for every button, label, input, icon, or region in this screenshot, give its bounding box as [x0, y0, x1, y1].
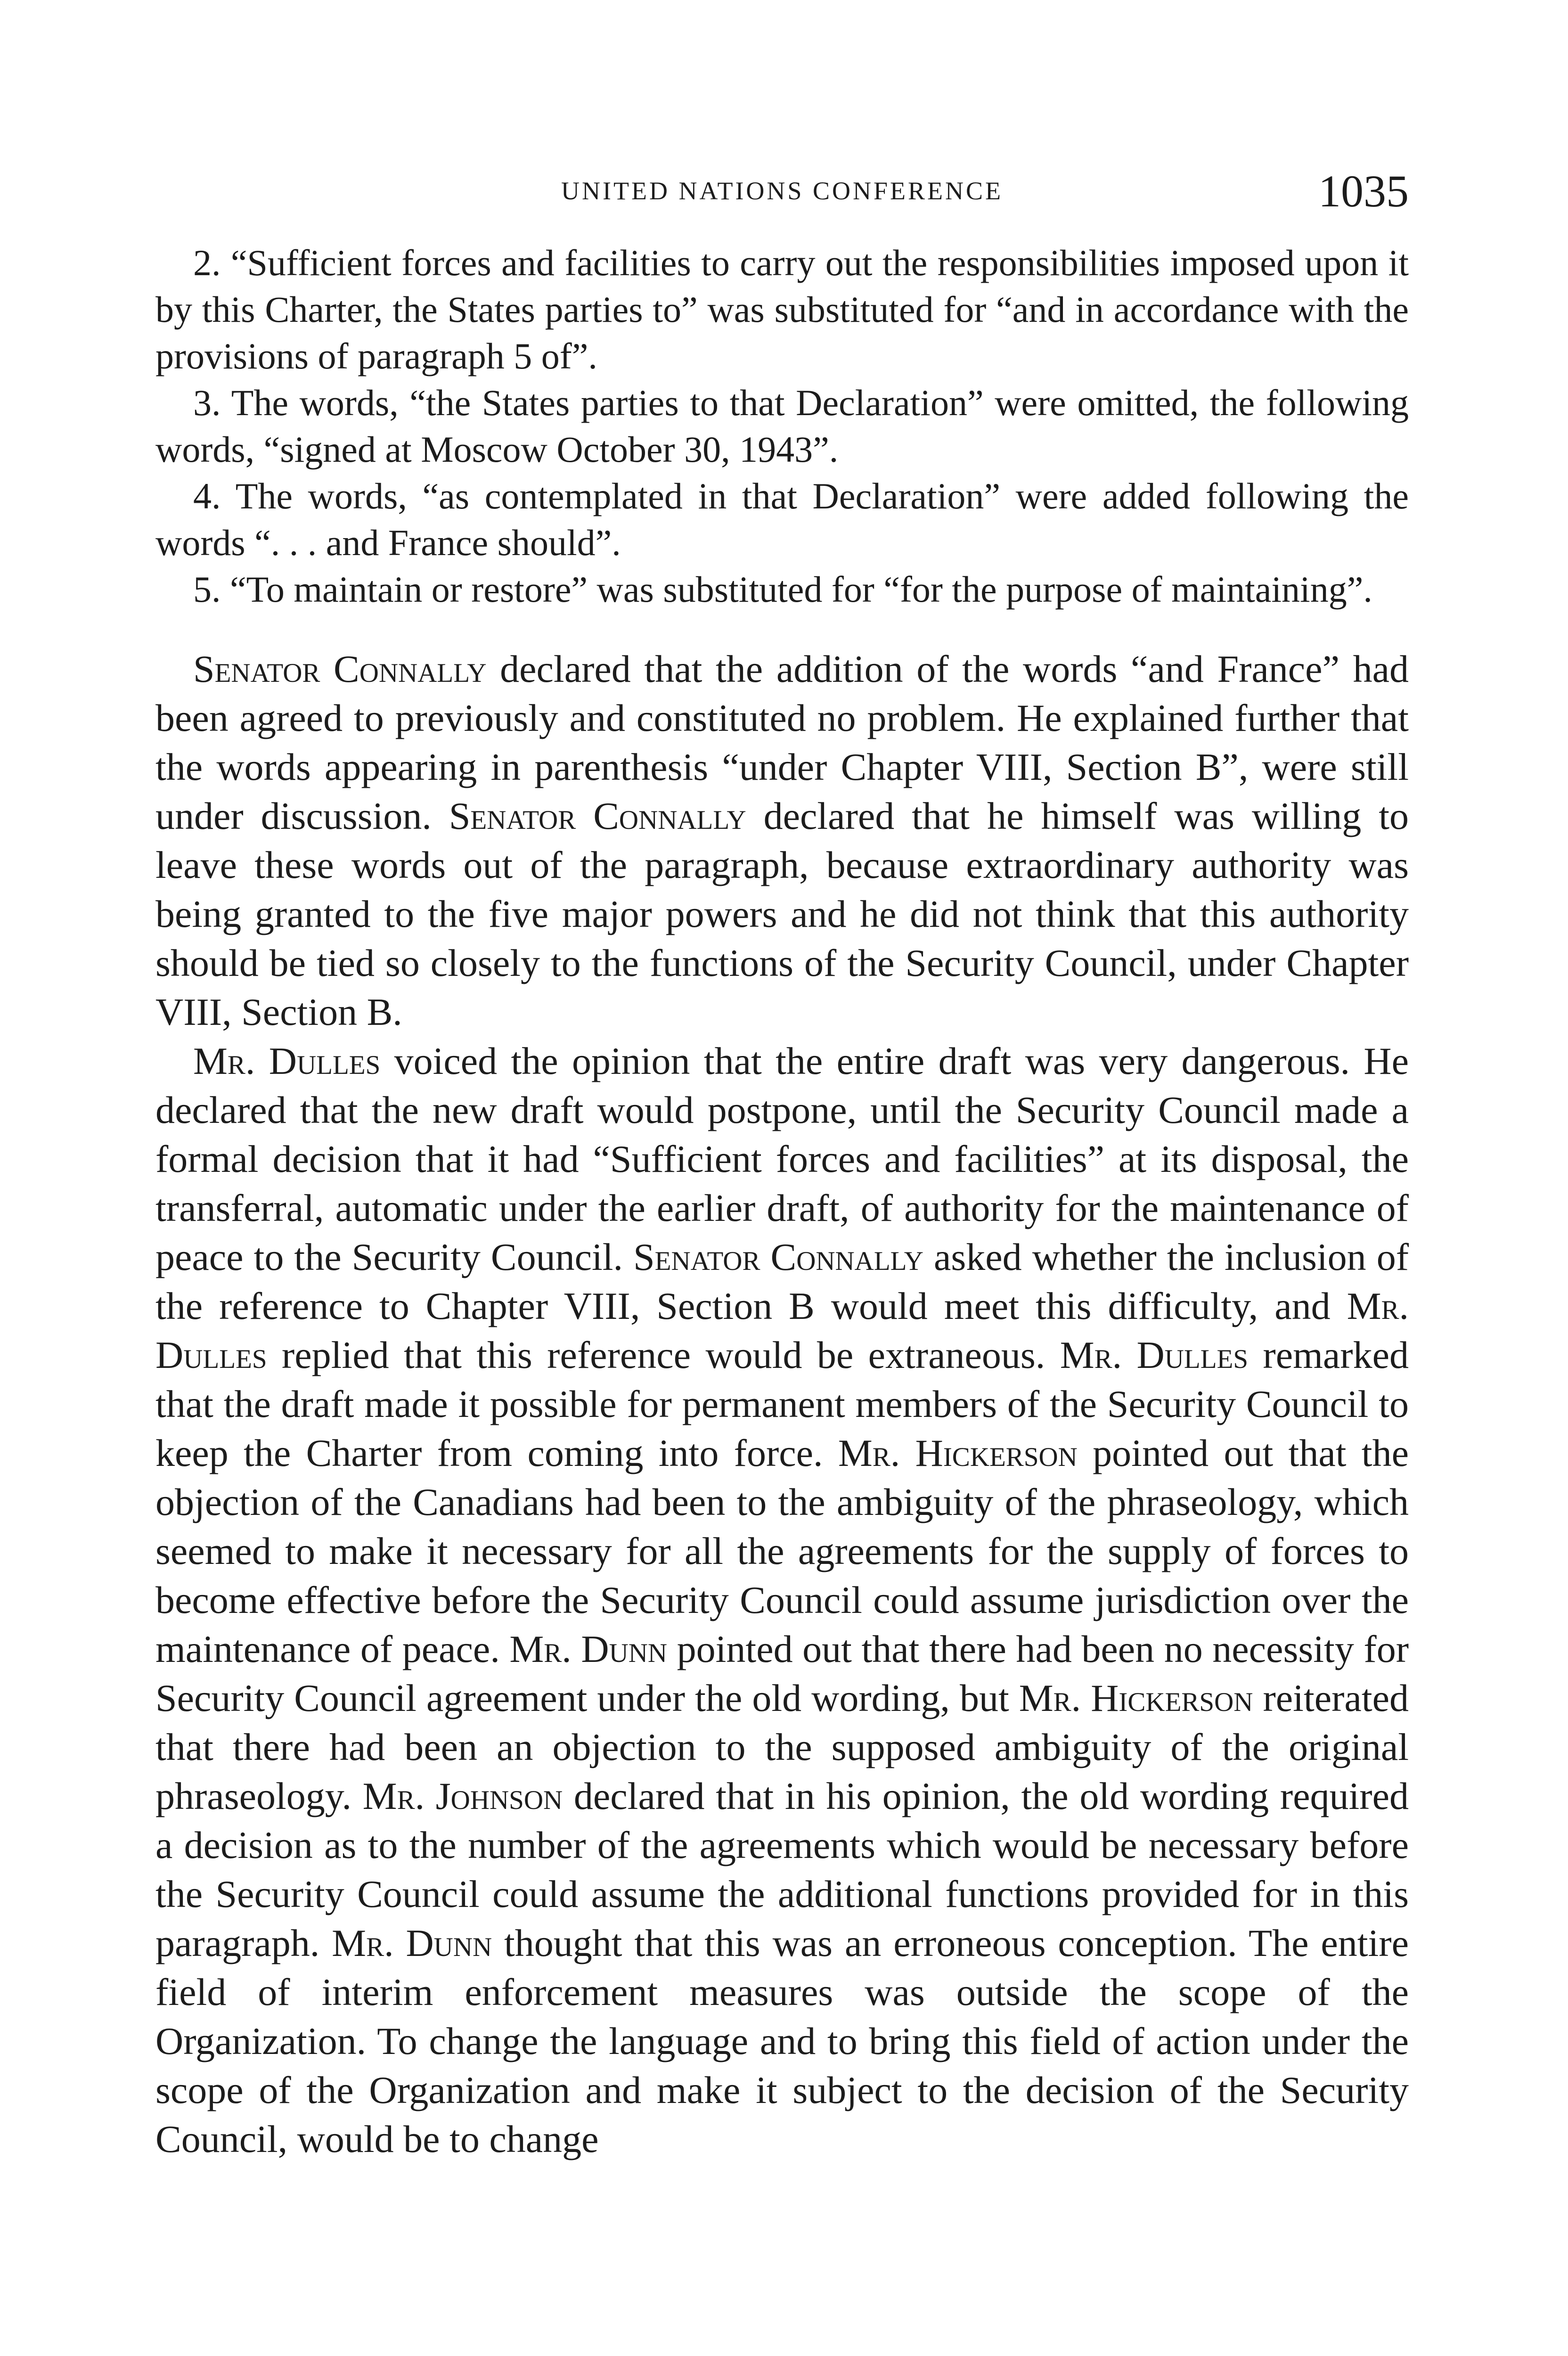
paragraph-text: declared that in his opinion, the old wording required a decision as to the number of the agreements which would be necessary before the Security Council could assume the additional functions provided for in this paragraph. — [155, 1775, 1409, 1964]
list-item-5: 5. “To maintain or restore” was substituted for “for the purpose of maintaining”. — [193, 569, 1372, 610]
speaker-name: Mr. Dunn — [332, 1922, 492, 1964]
paragraph-text: remarked that the draft made it possible for permanent members of the Security Council to keep the Charter from coming into force. — [155, 1333, 1409, 1474]
speaker-name: Mr. Hickerson — [1019, 1677, 1253, 1719]
list-item-2: 2. “Sufficient forces and facilities to carry out the responsibilities imposed upon it by this Charter, the States parties to” was substituted for “and in accordance with the provisions of paragraph 5 of”. — [155, 242, 1409, 376]
speaker-name: Senator Connally — [193, 647, 487, 690]
paragraph-text: declared that he himself was willing to leave these words out of the paragraph, because extraordinary authority was being granted to the five major powers and he did not think that this authority should be tied so closely to the functions of the Security Council, under Chapter VIII, Section B. — [155, 794, 1409, 1033]
running-head — [155, 165, 1409, 221]
paragraph-text: declared that the addition of the words “and France” had been agreed to previously and constituted no problem. He explained further that the words appearing in parenthesis “under Chapter VIII, Section B”, were still under discussion. — [155, 647, 1409, 837]
speaker-name: Mr. Dunn — [509, 1628, 668, 1670]
running-title: UNITED NATIONS CONFERENCE — [561, 177, 1003, 205]
paragraph-text: reiterated that there had been an objection to the supposed ambiguity of the original phraseology. — [155, 1677, 1409, 1817]
paragraph-connally — [155, 645, 1409, 1037]
speaker-name: Mr. Hickerson — [838, 1432, 1078, 1474]
document-page — [155, 165, 1409, 2164]
paragraph-dulles — [155, 1037, 1409, 2164]
list-item-4: 4. The words, “as contemplated in that Declaration” were added following the words “. . . and France should”. — [155, 475, 1409, 563]
speaker-name: Mr. Dulles — [193, 1039, 381, 1082]
paragraph-text: voiced the opinion that the entire draft was very dangerous. He declared that the new draft would postpone, until the Security Council made a formal decision that it had “Sufficient forces and facilities” at its disposal, the transferral, automatic under the earlier draft, of authority for the maintenance of peace to the Security Council. — [155, 1039, 1409, 1278]
amendment-list — [155, 239, 1409, 613]
paragraph-text: thought that this was an erroneous conception. The entire field of interim enforcement measures was outside the scope of the Organization. To change the language and to bring this field of action under the scope of the Organization and make it subject to the decision of the Security Council, would be to change — [155, 1922, 1409, 2160]
speaker-name: Senator Connally — [633, 1235, 923, 1278]
list-item-3: 3. The words, “the States parties to that Declaration” were omitted, the following words, “signed at Moscow October 30, 1943”. — [155, 382, 1409, 470]
paragraph-text: pointed out that there had been no necessity for Security Council agreement under the old wording, but — [155, 1628, 1409, 1719]
page-number: 1035 — [1318, 166, 1409, 216]
paragraph-text: asked whether the inclusion of the reference to Chapter VIII, Section B would meet this difficulty, and — [155, 1235, 1409, 1327]
paragraph-text: pointed out that the objection of the Canadians had been to the ambiguity of the phraseology, which seemed to make it necessary for all the agreements for the supply of forces to become effective before the Security Council could assume jurisdiction over the maintenance of peace. — [155, 1432, 1409, 1670]
speaker-name: Senator Connally — [449, 794, 746, 837]
paragraph-text: replied that this reference would be extraneous. — [267, 1333, 1060, 1376]
speaker-name: Mr. Dulles — [155, 1284, 1409, 1376]
speaker-name: Mr. Johnson — [362, 1775, 563, 1817]
speaker-name: Mr. Dulles — [1060, 1333, 1249, 1376]
